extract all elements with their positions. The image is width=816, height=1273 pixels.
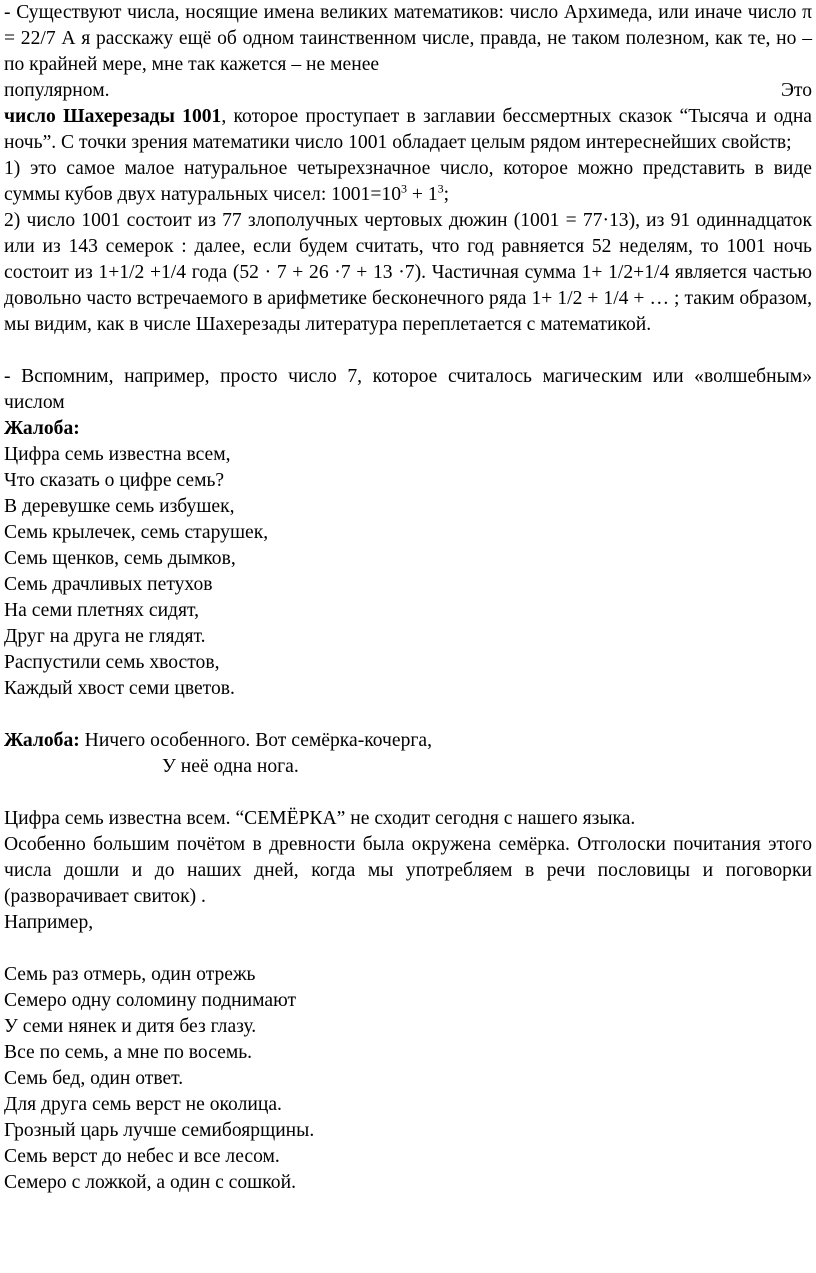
proverbs-list — [4, 962, 812, 1196]
property-1-mid: + 1 — [407, 184, 438, 205]
proverb: Семь верст до небес и все лесом. — [4, 1146, 280, 1167]
poem-line: Что сказать о цифре семь? — [4, 470, 225, 491]
complaint-2-line2: У неё одна нога. — [162, 756, 299, 777]
spacer — [4, 338, 812, 364]
for-example: Например, — [4, 912, 94, 933]
intro-last-line — [4, 78, 812, 104]
proverb: Семеро одну соломину поднимают — [4, 990, 297, 1011]
property-1-end: ; — [443, 184, 450, 205]
complaint-2-text: Ничего особенного. Вот семёрка-кочерга, — [79, 730, 433, 751]
proverb: Семеро с ложкой, а один с сошкой. — [4, 1172, 296, 1193]
property-1-text: 1) это самое малое натуральное четырехзначное число, которое можно представить в виде суммы кубов двух натуральных чисел: 1001=10 — [4, 158, 812, 205]
poem — [4, 442, 812, 702]
poem-line: Семь крылечек, семь старушек, — [4, 522, 269, 543]
paragraph-property-2: 2) число 1001 состоит из 77 злополучных чертовых дюжин (1001 = 77·13), из 91 одиннадцаток или из 143 семерок : далее, если будем считать, что год равняется 52 неделям, то 1001 ночь состоит из 1+1/2 +1/4 года (52 · 7 + 26 ·7 + 13 ·7). Частичная сумма 1+ 1/2+1/4 является частью довольно часто встречаемого в арифметике бесконечного ряда 1+ 1/2 + 1/4 + … ; таким образом, мы видим, как в числе Шахерезады литература переплетается с математикой. — [4, 210, 812, 335]
paragraph-number-seven: - Вспомним, например, просто число 7, которое считалось магическим или «волшебным» числом — [4, 366, 812, 413]
poem-line: Друг на друга не глядят. — [4, 626, 206, 647]
intro-text: - Существуют числа, носящие имена великих математиков: число Архимеда, или иначе число π = 22/7 А я расскажу ещё об одном таинственном числе, правда, не таком полезном, как те, но – по крайней мере, мне так кажется – не менее — [4, 2, 812, 75]
poem-line: В деревушке семь избушек, — [4, 496, 235, 517]
poem-line: Распустили семь хвостов, — [4, 652, 220, 673]
complaint-2-label: Жалоба: — [4, 730, 80, 751]
scheherazade-text: , которое проступает в заглавии бессмертных сказок “Тысяча и одна ночь”. С точки зрения математики число 1001 обладает целым рядом интереснейших свойств; — [4, 106, 813, 153]
poem-line: На семи плетнях сидят, — [4, 600, 200, 621]
poem-line: Каждый хвост семи цветов. — [4, 678, 235, 699]
spacer — [4, 936, 812, 962]
property-1-exp1: 3 — [401, 181, 408, 196]
paragraph-scheherazade — [4, 104, 812, 156]
paragraph-seven-known: Цифра семь известна всем. “СЕМЁРКА” не сходит сегодня с нашего языка. — [4, 808, 636, 829]
poem-line: Семь щенков, семь дымков, — [4, 548, 236, 569]
intro-tail-right: Это — [780, 80, 812, 101]
complaint-label: Жалоба: — [4, 418, 80, 439]
intro-tail-left: популярном. — [4, 80, 110, 101]
proverb: У семи нянек и дитя без глазу. — [4, 1016, 257, 1037]
complaint-2 — [4, 728, 812, 754]
spacer — [4, 702, 812, 728]
paragraph-intro — [4, 0, 812, 78]
poem-line: Цифра семь известна всем, — [4, 444, 231, 465]
paragraph-property-1 — [4, 156, 812, 208]
property-1-exp2: 3 — [437, 181, 444, 196]
poem-line: Семь драчливых петухов — [4, 574, 213, 595]
proverb: Все по семь, а мне по восемь. — [4, 1042, 253, 1063]
proverb: Для друга семь верст не околица. — [4, 1094, 282, 1115]
proverb: Семь бед, один ответ. — [4, 1068, 184, 1089]
scheherazade-number-bold: число Шахерезады 1001 — [4, 106, 222, 127]
paragraph-seven-honor: Особенно большим почётом в древности была окружена семёрка. Отголоски почитания этого числа дошли и до наших дней, когда мы употребляем в речи пословицы и поговорки (разворачивает свиток) . — [4, 834, 812, 907]
proverb: Грозный царь лучше семибоярщины. — [4, 1120, 315, 1141]
spacer — [4, 780, 812, 806]
proverb: Семь раз отмерь, один отрежь — [4, 964, 256, 985]
